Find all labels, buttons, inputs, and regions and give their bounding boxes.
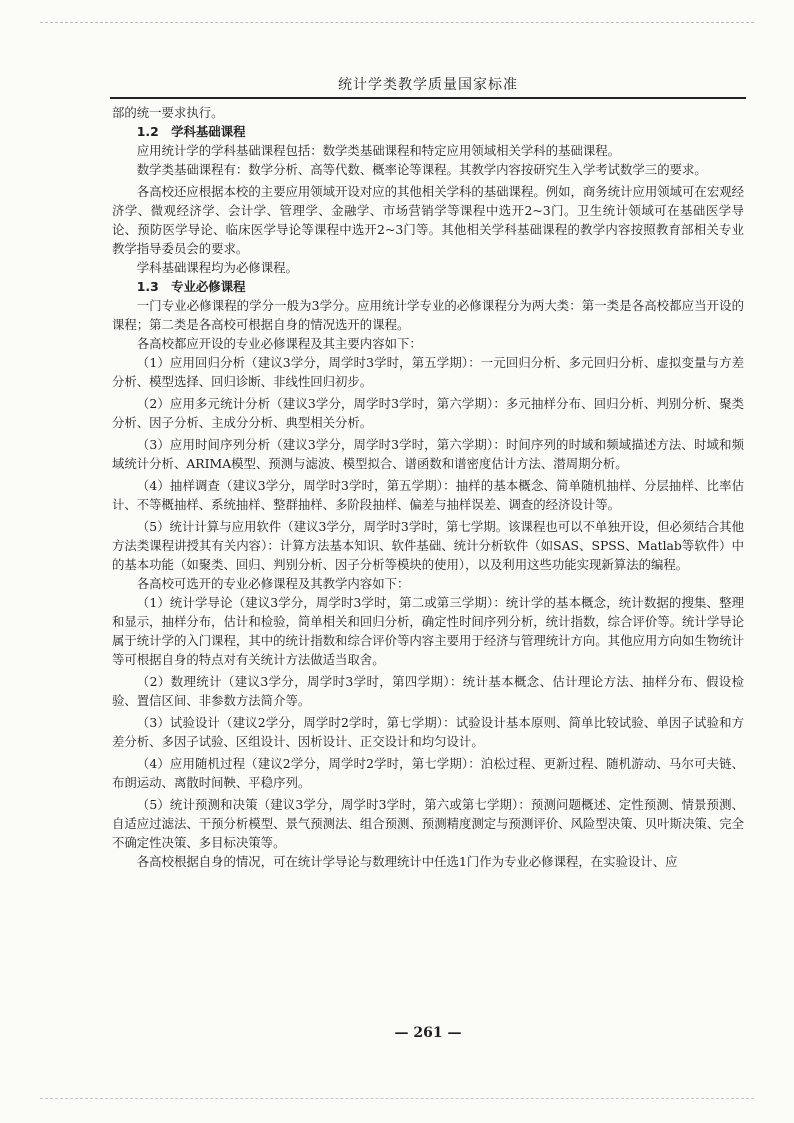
section-heading-1-3: 1.3 专业必修课程 (136, 279, 246, 294)
course-item: （1）应用回归分析（建议3学分，周学时3学时，第五学期）：一元回归分析、多元回归分析、虚拟变量与方差分析、模型选择、回归诊断、非线性回归初步。 (112, 355, 744, 389)
paragraph: 各高校还应根据本校的主要应用领域开设对应的其他相关学科的基础课程。例如，商务统计应用领域可在宏观经济学、微观经济学、会计学、管理学、金融学、市场营销学等课程中选开2~3门。卫生统计领域可在基础医学导论、预防医学导论、临床医学导论等课程中选开2~3门等。其他相关学科基础课程的教学内容按照教育部相关专业教学指导委员会的要求。 (112, 184, 744, 256)
course-item: （4）抽样调查（建议3学分，周学时3学时，第五学期）：抽样的基本概念、简单随机抽样、分层抽样、比率估计、不等概抽样、系统抽样、整群抽样、多阶段抽样、偏差与抽样误差、调查的经济设计等。 (112, 478, 744, 512)
paragraph: 各高校可选开的专业必修课程及其教学内容如下： (136, 576, 410, 591)
page-body (112, 103, 744, 871)
paragraph: 应用统计学的学科基础课程包括：数学类基础课程和特定应用领域相关学科的基础课程。 (136, 143, 621, 158)
section-heading-1-2: 1.2 学科基础课程 (136, 124, 246, 139)
course-item: （3）应用时间序列分析（建议3学分，周学时3学时，第六学期）：时间序列的时域和频域描述方法、时域和频域统计分析、ARIMA模型、预测与滤波、模型拟合、谱函数和谱密度估计方法、潜周期分析。 (112, 437, 744, 471)
running-header: 统计学类教学质量国家标准 (338, 77, 518, 93)
scan-edge-bottom (40, 1098, 754, 1099)
course-item: （3）试验设计（建议2学分，周学时2学时，第七学期）：试验设计基本原则、简单比较试验、单因子试验和方差分析、多因子试验、区组设计、因析设计、正交设计和均匀设计。 (112, 715, 744, 749)
header-rule (110, 97, 746, 99)
paragraph: 各高校都应开设的专业必修课程及其主要内容如下： (136, 336, 422, 351)
course-item: （5）统计预测和决策（建议3学分，周学时3学时，第六或第七学期）：预测问题概述、定性预测、情景预测、自适应过滤法、干预分析模型、景气预测法、组合预测、预测精度测定与预测评价、风险型决策、贝叶斯决策、完全不确定性决策、多目标决策等。 (112, 797, 744, 850)
course-item: （2）数理统计（建议3学分，周学时3学时，第四学期）：统计基本概念、估计理论方法、抽样分布、假设检验、置信区间、非参数方法简介等。 (112, 674, 744, 708)
course-item: （5）统计计算与应用软件（建议3学分，周学时3学时，第七学期。该课程也可以不单独开设，但必须结合其他方法类课程讲授其有关内容）：计算方法基本知识、软件基础、统计分析软件（如SAS、SPSS、Matlab等软件）中的基本功能（如聚类、回归、判别分析、因子分析等模块的使用），以及利用这些功能实现新算法的编程。 (112, 519, 744, 572)
paragraph: 一门专业必修课程的学分一般为3学分。应用统计学专业的必修课程分为两大类：第一类是各高校都应当开设的课程；第二类是各高校可根据自身的情况选开的课程。 (112, 298, 744, 332)
paragraph: 部的统一要求执行。 (112, 105, 224, 120)
paragraph: 学科基础课程均为必修课程。 (136, 260, 298, 275)
paragraph: 各高校根据自身的情况，可在统计学导论与数理统计中任选1门作为专业必修课程，在实验设计、应 (136, 854, 678, 869)
scan-edge-top (40, 22, 754, 23)
paragraph: 数学类基础课程有：数学分析、高等代数、概率论等课程。其教学内容按研究生入学考试数学三的要求。 (136, 162, 707, 177)
page-number: — 261 — (394, 1025, 462, 1041)
course-item: （1）统计学导论（建议3学分，周学时3学时，第二或第三学期）：统计学的基本概念，统计数据的搜集、整理和显示，抽样分布，估计和检验，简单相关和回归分析，确定性时间序列分析，统计指数，综合评价等。统计学导论属于统计学的入门课程，其中的统计指数和综合评价等内容主要用于经济与管理统计方向。其他应用方向如生物统计等可根据自身的特点对有关统计方法做适当取舍。 (112, 595, 744, 667)
course-item: （2）应用多元统计分析（建议3学分，周学时3学时，第六学期）：多元抽样分布、回归分析、判别分析、聚类分析、因子分析、主成分分析、典型相关分析。 (112, 396, 744, 430)
course-item: （4）应用随机过程（建议2学分，周学时2学时，第七学期）：泊松过程、更新过程、随机游动、马尔可夫链、布朗运动、离散时间鞅、平稳序列。 (112, 756, 744, 790)
